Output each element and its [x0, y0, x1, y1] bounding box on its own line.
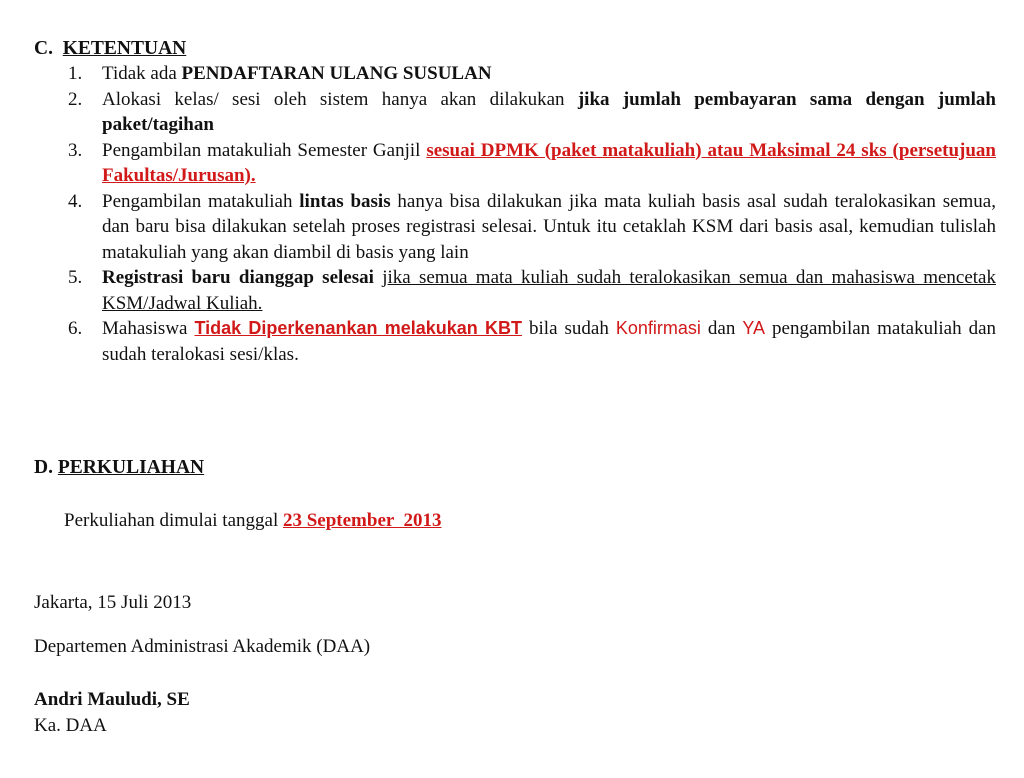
lecture-start-date: 23 September 2013 — [282, 510, 442, 531]
list-item-number: 5. — [68, 267, 83, 288]
list-item-1 — [62, 61, 996, 87]
list-item-text: Alokasi kelas/ sesi oleh sistem hanya akan dilakukan — [102, 88, 578, 110]
list-item-number: 3. — [68, 139, 83, 161]
list-item-highlight: sesuai DPMK (paket matakuliah) atau Maksimal 24 sks (persetujuan Fakultas/Jurusan). — [102, 139, 996, 186]
section-d-title: PERKULIAHAN — [57, 457, 205, 478]
list-item-text-rest: hanya bisa dilakukan jika mata kuliah basis asal sudah teralokasikan semua, dan baru bisa dilakukan setelah proses registrasi selesai. Untuk itu cetaklah KSM dari basis asal, kemudian tulislah matakuliah yang akan diambil di basis yang lain — [102, 190, 996, 263]
list-item-underlined: jika semua mata kuliah sudah teralokasikan semua dan mahasiswa mencetak KSM/Jadwal Kuliah. — [102, 267, 996, 314]
list-item-2 — [62, 87, 996, 138]
lecture-start-text: Perkuliahan dimulai tanggal — [64, 510, 283, 531]
list-item-text: Tidak ada — [102, 63, 182, 84]
lecture-start-line — [64, 510, 441, 532]
konfirmasi-text: Konfirmasi — [615, 318, 701, 338]
list-item-emphasis: lintas basis — [299, 190, 391, 212]
section-d-heading — [34, 457, 204, 479]
list-item-emphasis: jika jumlah pembayaran sama dengan jumlah paket/tagihan — [102, 88, 996, 135]
section-c-letter: C. — [34, 38, 53, 59]
list-item-emphasis: PENDAFTARAN ULANG SUSULAN — [181, 63, 492, 84]
list-item-text-rest: pengambilan matakuliah dan sudah teralokasi sesi/klas. — [102, 318, 996, 365]
list-item-highlight: Tidak Diperkenankan melakukan KBT — [194, 318, 523, 338]
list-item-text-and: dan — [700, 318, 743, 339]
department-name: Departemen Administrasi Akademik (DAA) — [34, 636, 371, 657]
section-c-title: KETENTUAN — [62, 38, 187, 59]
list-item-space — [374, 267, 382, 288]
place-date: Jakarta, 15 Juli 2013 — [34, 592, 192, 613]
list-item-number: 2. — [68, 88, 83, 110]
list-item-text: Pengambilan matakuliah Semester Ganjil — [102, 139, 427, 161]
section-c-heading — [34, 38, 186, 60]
list-item-4 — [62, 189, 996, 266]
list-item-number: 6. — [68, 318, 83, 339]
signer-name: Andri Mauludi, SE — [34, 689, 190, 710]
list-item-number: 1. — [68, 63, 83, 84]
list-item-text: Mahasiswa — [102, 318, 195, 339]
list-item-emphasis: Registrasi baru dianggap selesai — [102, 267, 374, 288]
list-item-text-mid: bila sudah — [522, 318, 616, 339]
ketentuan-list — [62, 61, 996, 367]
list-item-3 — [62, 138, 996, 189]
list-item-number: 4. — [68, 190, 83, 212]
section-d-letter: D. — [34, 457, 53, 478]
ya-text: YA — [742, 318, 766, 338]
list-item-6 — [62, 316, 996, 367]
signer-title: Ka. DAA — [34, 715, 107, 736]
list-item-5 — [62, 265, 996, 316]
list-item-text: Pengambilan matakuliah — [102, 190, 300, 212]
